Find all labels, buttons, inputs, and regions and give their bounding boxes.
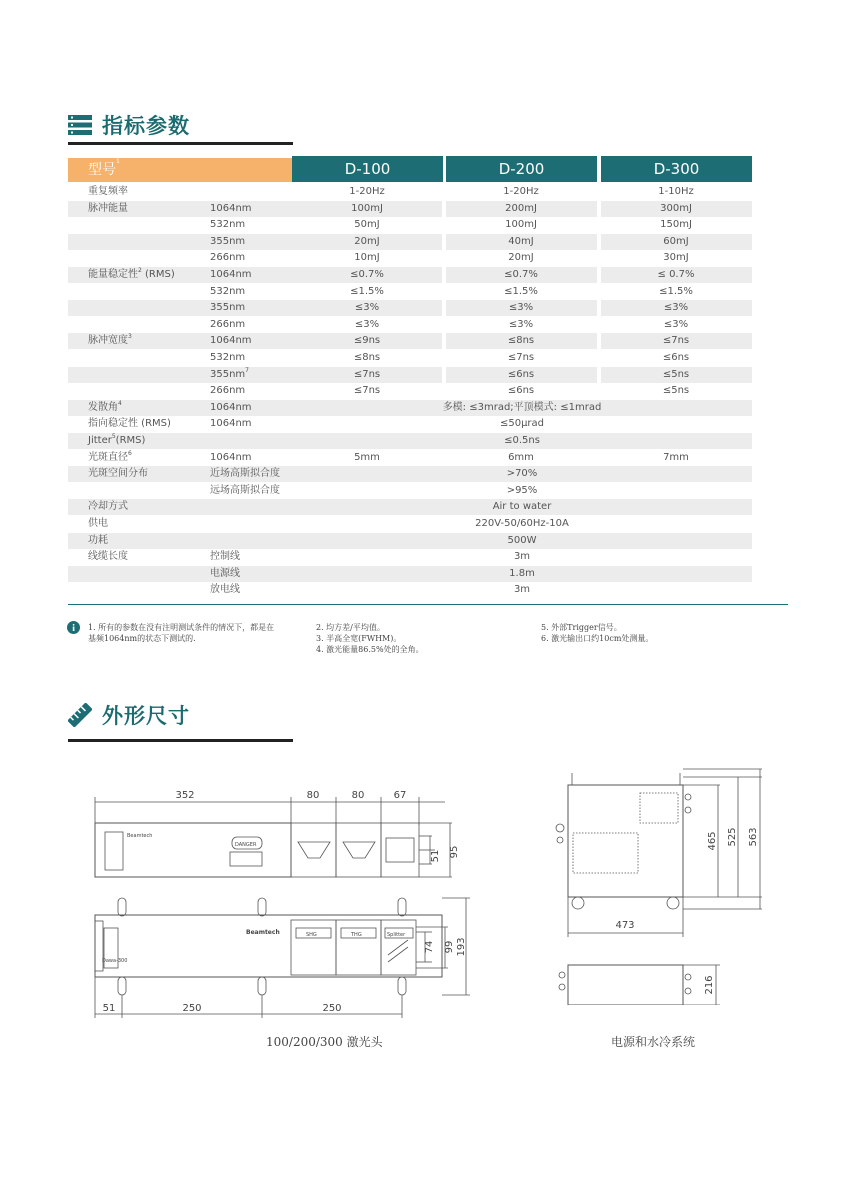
model-label: 型号 (88, 162, 116, 178)
spec-value-span: 3m (513, 551, 531, 563)
notes-divider (68, 604, 788, 605)
note-1-line-1: 1. 所有的参数在没有注明测试条件的情况下，都是在 (88, 623, 275, 632)
spec-value: ≤1.5% (659, 285, 693, 297)
spec-label: 发散角$^4$ (88, 399, 122, 413)
spec-value: ≤3% (508, 318, 534, 330)
spec-row (68, 234, 752, 250)
dim-216: 216 (704, 975, 715, 995)
spec-row (68, 483, 752, 499)
ruler-icon (68, 703, 92, 727)
spec-label: 冷却方式 (88, 501, 128, 513)
spec-sublabel: 266nm (210, 385, 246, 397)
label-splitter: Splitter (387, 932, 406, 938)
dimensions-section-header (68, 700, 190, 730)
spec-label: 脉冲宽度$^3$ (88, 333, 132, 347)
spec-value: 100mJ (505, 219, 537, 231)
col-header-d100: D-100 (292, 156, 443, 182)
spec-value: ≤3% (663, 318, 689, 330)
specs-section-header (68, 110, 190, 140)
spec-value: 100mJ (351, 202, 383, 214)
specs-title-underline (68, 142, 293, 145)
spec-value-span: 500W (507, 534, 537, 546)
dim-95: 95 (449, 845, 460, 859)
spec-value: ≤6ns (507, 385, 535, 397)
spec-value: ≤6ns (662, 352, 690, 363)
spec-sublabel: 1064nm (210, 451, 252, 463)
spec-sublabel: 控制线 (210, 551, 240, 563)
notes-2-4 (316, 622, 424, 655)
spec-value: 5mm (354, 451, 380, 463)
spec-value: 300mJ (660, 202, 692, 214)
spec-row (68, 416, 752, 432)
spec-value: 30mJ (663, 252, 689, 264)
model-sup: 1 (116, 158, 120, 165)
spec-value-span: ≤50μrad (499, 418, 545, 430)
spec-row (68, 367, 752, 383)
col-header-d200: D-200 (446, 156, 597, 182)
specs-title: 指标参数 (102, 114, 190, 138)
spec-row (68, 250, 752, 266)
spec-value-span: Air to water (492, 501, 552, 513)
dim-465: 465 (707, 831, 718, 851)
spec-label: 线缆长度 (88, 551, 128, 563)
spec-row (68, 466, 752, 482)
spec-label-sup: 6 (128, 449, 132, 457)
label-shg: SHG (306, 932, 317, 938)
dim-51v: 51 (430, 849, 441, 863)
dim-99: 99 (444, 940, 455, 954)
spec-label-sup: 2 (138, 267, 142, 274)
spec-value: ≤5ns (662, 385, 690, 397)
spec-sublabel: 1064nm (210, 269, 252, 280)
spec-value-span: 1.8m (509, 567, 535, 579)
spec-label-suffix: (RMS) (115, 435, 146, 446)
spec-sublabel: 355nm (210, 235, 246, 247)
spec-value-span: 多模: ≤3mrad;平顶模式: ≤1mrad (442, 401, 602, 413)
dim-80b: 80 (351, 790, 365, 801)
dim-193: 193 (456, 937, 467, 957)
spec-value: 7mm (663, 451, 689, 463)
spec-sublabel: 532nm (210, 352, 246, 363)
spec-row (68, 300, 752, 316)
note-2: 2. 均方差/平均值。 (316, 623, 385, 632)
spec-value: ≤8ns (353, 352, 381, 363)
spec-label: 光斑空间分布 (88, 468, 148, 480)
label-model: Dawa-300 (102, 958, 128, 964)
spec-value: ≤3% (354, 318, 380, 330)
spec-label: 指向稳定性 (RMS) (88, 418, 171, 430)
spec-value: 6mm (508, 451, 534, 463)
spec-row (68, 333, 752, 349)
label-brand-top: Beamtech (127, 833, 153, 839)
dim-250b: 250 (322, 1003, 342, 1014)
spec-value: ≤7ns (353, 385, 381, 397)
spec-row (68, 350, 752, 366)
spec-label-sup: 4 (118, 399, 122, 407)
spec-label: 脉冲能量 (88, 202, 128, 214)
spec-sublabel: 近场高斯拟合度 (210, 468, 280, 480)
dim-250a: 250 (182, 1003, 202, 1014)
spec-sublabel: 1064nm (210, 401, 252, 413)
spec-value: 20mJ (508, 252, 534, 264)
spec-value: ≤7ns (507, 352, 535, 363)
dim-352: 352 (175, 790, 195, 801)
dim-525: 525 (727, 827, 738, 847)
spec-sublabel: 放电线 (210, 584, 240, 596)
spec-value: ≤3% (354, 302, 380, 314)
spec-sublabel: 1064nm (210, 418, 252, 430)
label-thg: THG (351, 932, 362, 938)
dim-563: 563 (748, 827, 759, 847)
spec-value: 20mJ (354, 235, 380, 247)
spec-row (68, 184, 752, 200)
spec-value: ≤9ns (353, 335, 381, 347)
dim-67: 67 (393, 790, 407, 801)
spec-value: 150mJ (660, 219, 692, 231)
spec-value: ≤1.5% (350, 285, 384, 297)
psu-drawing (550, 765, 770, 1005)
dim-80a: 80 (306, 790, 320, 801)
spec-sublabel: 1064nm (210, 335, 252, 347)
note-1-line-2: 基频1064nm的状态下测试的. (88, 634, 196, 643)
info-icon (67, 621, 80, 634)
note-6: 6. 激光输出口约10cm处测量。 (541, 634, 654, 643)
label-danger: DANGER (235, 842, 257, 848)
spec-sublabel: 266nm (210, 318, 246, 330)
spec-value-span: >95% (506, 484, 538, 496)
model-header (68, 158, 292, 182)
spec-sublabel: $355nm^7$ (210, 366, 249, 380)
spec-label: 能量稳定性$^2$ (RMS) (88, 267, 175, 280)
spec-value: ≤6ns (507, 368, 535, 380)
spec-label: Jitter$^5$(RMS) (88, 433, 146, 446)
psu-caption: 电源和水冷系统 (611, 1035, 696, 1049)
spec-value: 50mJ (354, 219, 380, 231)
spec-value: ≤3% (663, 302, 689, 314)
spec-value: ≤0.7% (350, 269, 384, 280)
spec-value: ≤5ns (662, 368, 690, 380)
spec-row (68, 549, 752, 565)
laser-head-drawing (70, 780, 490, 1025)
spec-value: 1-10Hz (658, 186, 694, 197)
spec-row (68, 582, 752, 598)
spec-label: 重复频率 (88, 186, 128, 197)
spec-value: ≤0.7% (504, 269, 538, 280)
spec-row (68, 201, 752, 217)
spec-row (68, 499, 752, 515)
spec-row (68, 267, 752, 283)
spec-value-span: ≤0.5ns (504, 435, 540, 446)
spec-row (68, 566, 752, 582)
spec-label-suffix: (RMS) (141, 269, 175, 280)
dim-51h: 51 (102, 1003, 116, 1014)
dimensions-title-underline (68, 739, 293, 742)
label-brand-side: Beamtech (246, 929, 280, 936)
spec-label: 功耗 (88, 534, 108, 546)
note-5: 5. 外部Trigger信号。 (541, 623, 622, 632)
spec-value: ≤1.5% (504, 285, 538, 297)
spec-value: 40mJ (508, 235, 534, 247)
spec-row (68, 433, 752, 449)
dim-74: 74 (424, 940, 435, 954)
spec-row (68, 516, 752, 532)
spec-sublabel: 355nm (210, 302, 246, 314)
note-1 (88, 622, 274, 644)
spec-row (68, 383, 752, 399)
spec-row (68, 533, 752, 549)
spec-value: ≤3% (508, 302, 534, 314)
spec-sublabel: 532nm (210, 219, 246, 231)
spec-value: 60mJ (663, 235, 689, 247)
spec-value: 10mJ (354, 252, 380, 264)
spec-value-span: >70% (506, 468, 538, 480)
spec-sublabel: 266nm (210, 252, 246, 264)
note-4: 4. 激光能量86.5%处的全角。 (316, 645, 424, 654)
col-header-d300: D-300 (601, 156, 752, 182)
spec-value-span: 220V-50/60Hz-10A (475, 518, 569, 529)
spec-row (68, 450, 752, 466)
spec-label-sup: 5 (111, 433, 116, 440)
spec-row (68, 400, 752, 416)
spec-value: 1-20Hz (503, 186, 539, 197)
spec-row (68, 284, 752, 300)
spec-value: ≤7ns (662, 335, 690, 347)
spec-value: 200mJ (505, 202, 537, 214)
dimensions-title: 外形尺寸 (102, 704, 190, 728)
spec-sublabel: 远场高斯拟合度 (210, 484, 280, 496)
spec-sublabel: 电源线 (210, 567, 240, 579)
spec-value: 1-20Hz (349, 186, 385, 197)
spec-row (68, 317, 752, 333)
spec-sublabel: 1064nm (210, 202, 252, 214)
spec-label-sup: 3 (128, 333, 132, 341)
spec-value: ≤ 0.7% (657, 269, 695, 280)
spec-value-span: 3m (513, 584, 531, 596)
dim-473: 473 (615, 920, 635, 931)
spec-value: ≤8ns (507, 335, 535, 347)
spec-sublabel: 532nm (210, 285, 246, 297)
spec-value: ≤7ns (353, 368, 381, 380)
spec-label: 供电 (88, 518, 108, 529)
laser-head-caption: 100/200/300 激光头 (266, 1035, 383, 1049)
spec-label: 光斑直径$^6$ (88, 449, 132, 463)
spec-row (68, 217, 752, 233)
note-3: 3. 半高全宽(FWHM)。 (316, 634, 402, 643)
list-icon (68, 114, 92, 136)
notes-5-6 (541, 622, 653, 644)
spec-sublabel-sup: 7 (245, 366, 249, 374)
